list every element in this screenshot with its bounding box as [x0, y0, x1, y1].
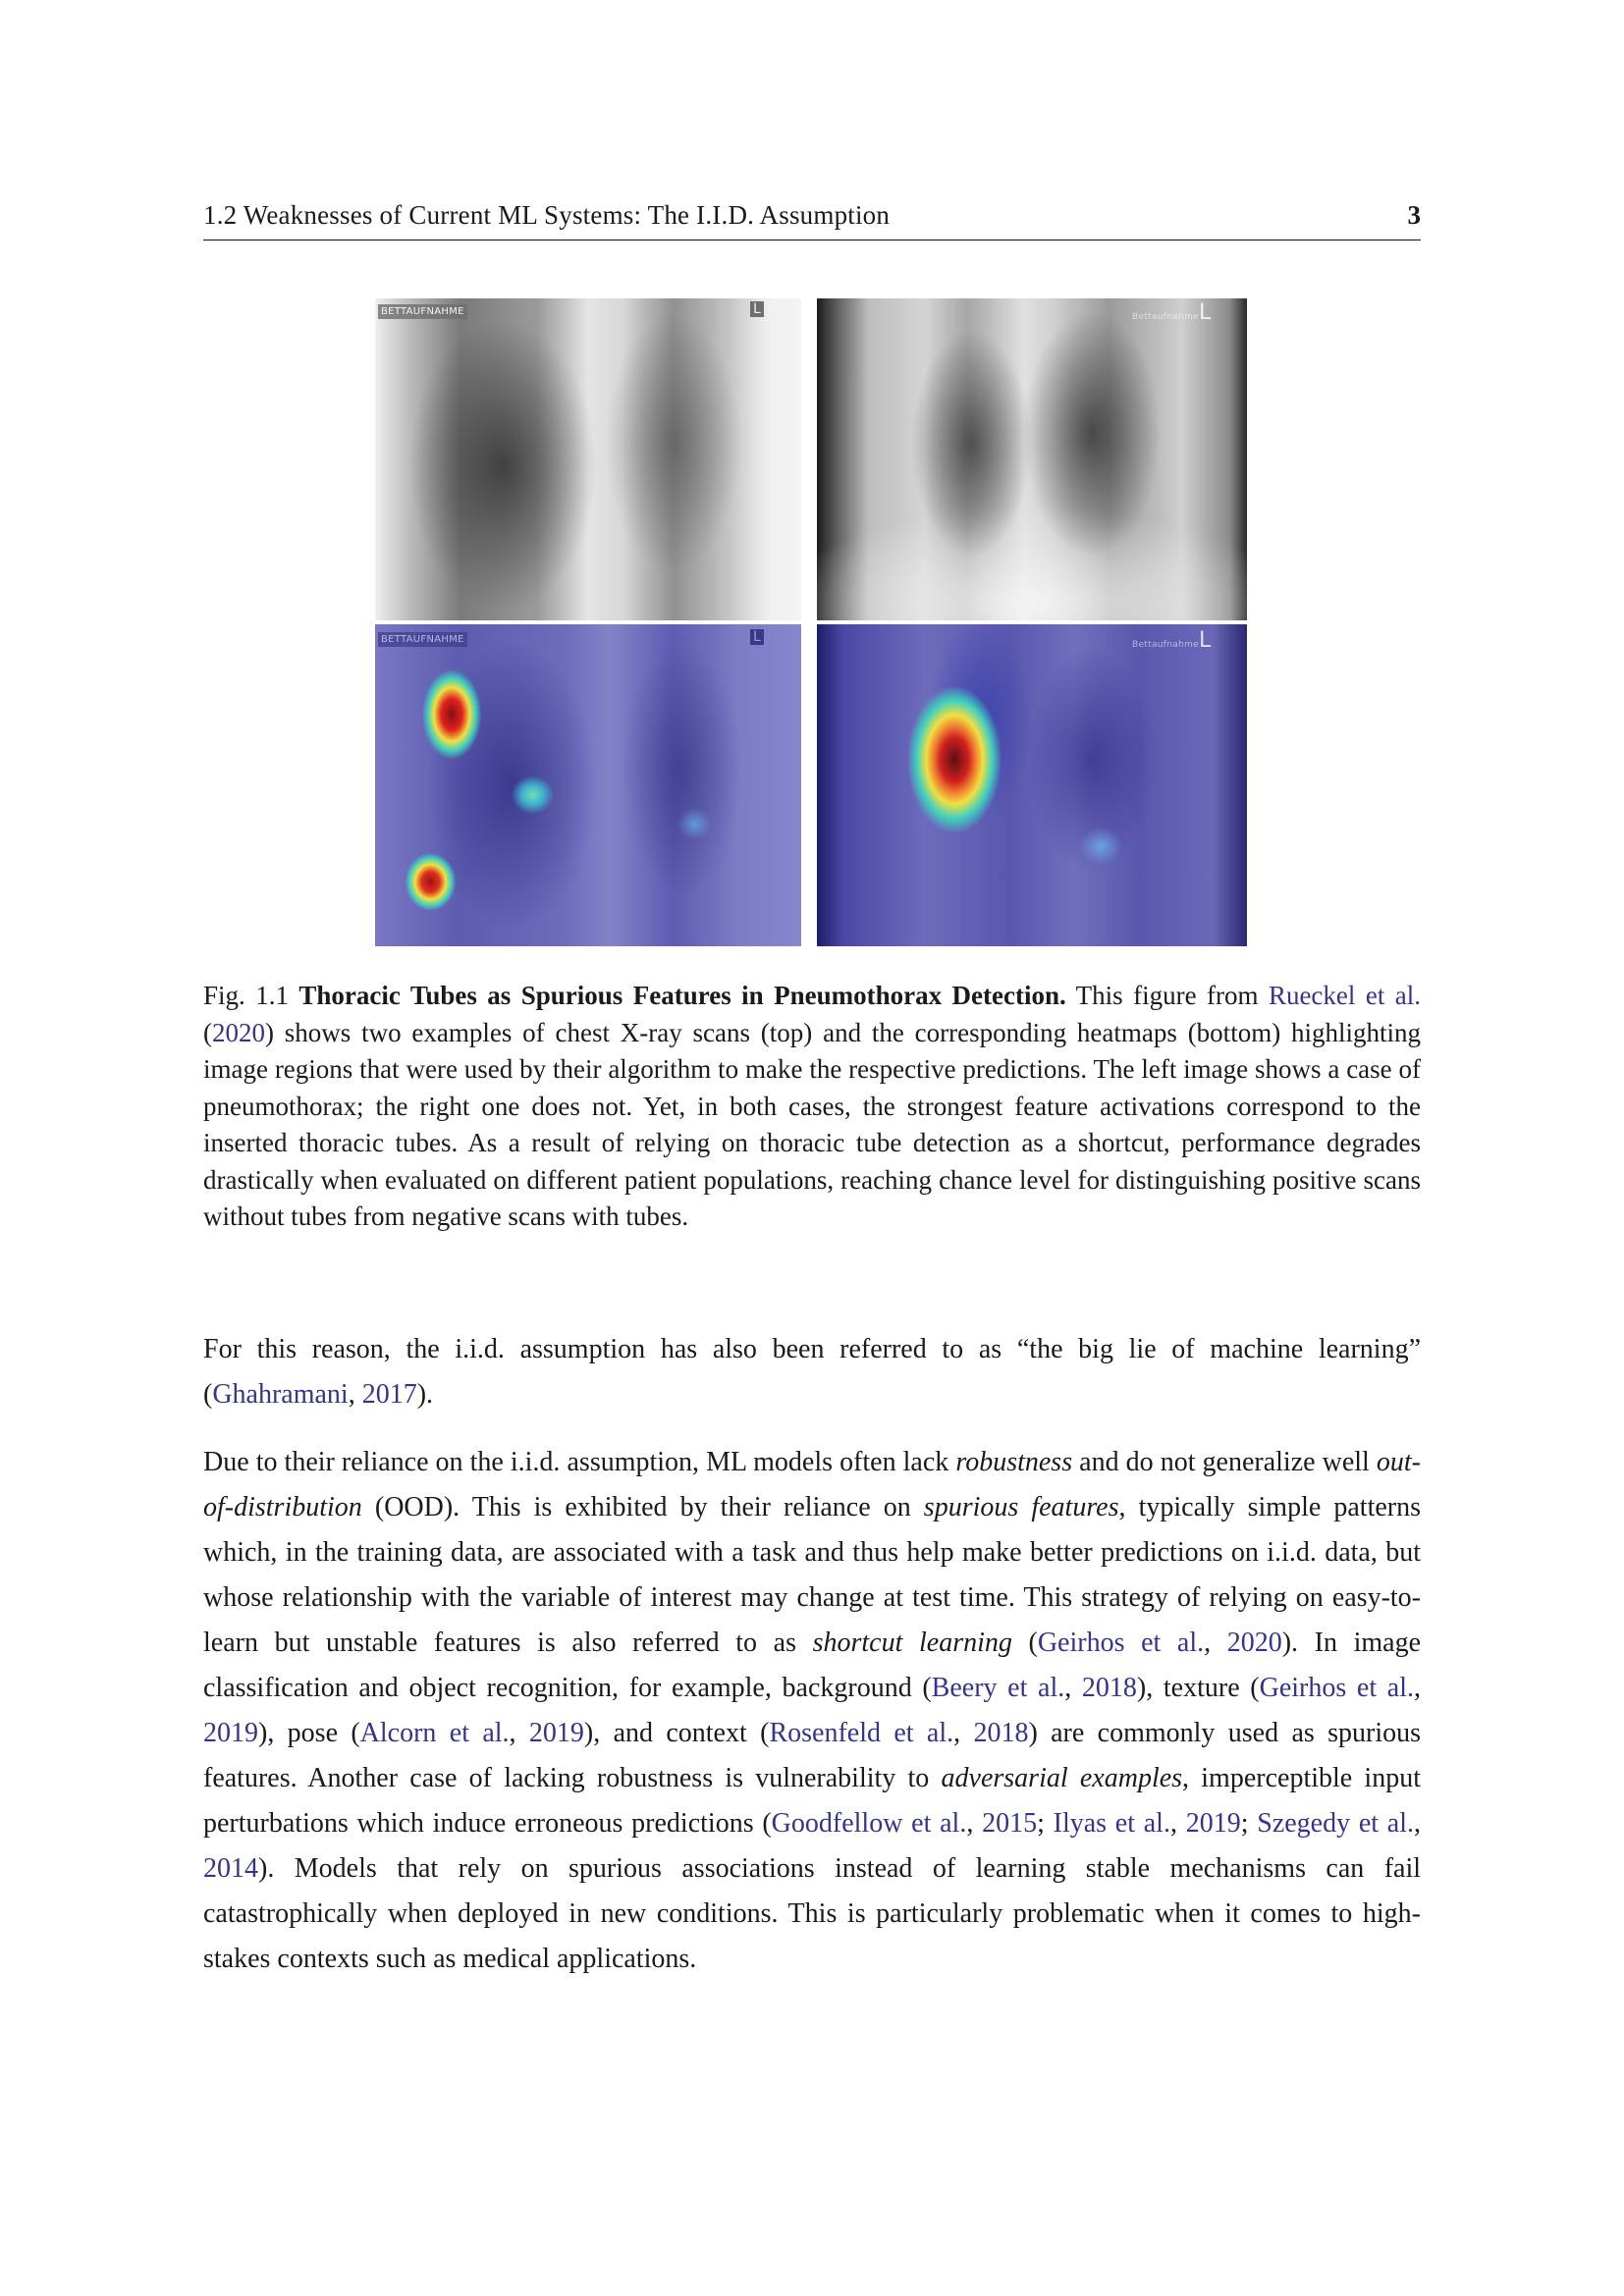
paragraph-text: ; [1240, 1808, 1258, 1839]
figure-title: Thoracic Tubes as Spurious Features in Pneumothorax Detection. [298, 981, 1066, 1010]
xray-label: Bettaufnahme [1132, 312, 1199, 322]
citation-year-link[interactable]: 2018 [1081, 1673, 1137, 1703]
citation-link[interactable]: Goodfellow et al. [771, 1808, 967, 1839]
paragraph-text: For this reason, the i.i.d. assumption has also been referred to as “the big lie of machine learning” ( [203, 1334, 1421, 1410]
citation-year-link[interactable]: 2020 [1226, 1628, 1282, 1658]
paragraph-text: , [1414, 1808, 1422, 1839]
citation-link[interactable]: Geirhos et al. [1259, 1673, 1414, 1703]
citation-link[interactable]: Alcorn et al. [359, 1718, 510, 1748]
caption-text: ( [203, 1017, 212, 1047]
citation-year-link[interactable]: 2017 [361, 1379, 417, 1410]
citation-year-link[interactable]: 2019 [1185, 1808, 1241, 1839]
xray-image-left [375, 298, 801, 620]
paragraph-text: ( [1011, 1628, 1038, 1658]
paragraph-text: , typically simple patterns which, in the training data, are associated with a task and thus help make better predictions on i.i.d. data, but whose relationship with the variable of interest may change at test time. This strategy of relying on easy-to-learn but unstable features is also referred to as [203, 1492, 1421, 1658]
page-number: 3 [1407, 200, 1421, 230]
emphasis-term: shortcut learning [812, 1628, 1012, 1658]
caption-text: shows two examples of chest X-ray scans (top) and the corresponding heatmaps (bottom) highlighting image regions that were used by their algorithm to make the respective predictions. The left image shows a case of pneumothorax; the right one does not. Yet, in both cases, the strongest feature activations correspond to the inserted thoracic tubes. As a result of relying on thoracic tube detection as a shortcut, performance degrades drastically when evaluated on different patient populations, reaching chance level for distinguishing positive scans without tubes from negative scans with tubes. [203, 1017, 1421, 1231]
xray-label: Bettaufnahme [1132, 640, 1199, 650]
paragraph-text: ). Models that rely on spurious associations instead of learning stable mechanisms can fail catastrophically when deployed in new conditions. This is particularly problematic when it comes to high-stakes contexts such as medical applications. [203, 1853, 1421, 1974]
figure-1-1 [375, 298, 1247, 946]
citation-link[interactable]: Ghahramani [212, 1379, 349, 1410]
side-marker: L [750, 629, 764, 645]
paragraph-text: ) are commonly used as spurious features. Another case of lacking robustness is vulnerability to [203, 1718, 1422, 1793]
citation-year-link[interactable]: 2020 [212, 1017, 265, 1047]
paragraph-text: ). In image classification and object recognition, for example, background ( [203, 1628, 1421, 1703]
paragraph-text: ; [1037, 1808, 1054, 1839]
emphasis-term: spurious features [923, 1492, 1119, 1522]
paragraph-text: , [348, 1379, 362, 1410]
side-marker: L [750, 301, 764, 317]
paragraph-text: , [509, 1718, 529, 1748]
heatmap-image-right [817, 624, 1247, 946]
citation-link[interactable]: Beery et al. [931, 1673, 1065, 1703]
citation-year-link[interactable]: 2018 [973, 1718, 1029, 1748]
paragraph-text: ), texture ( [1136, 1673, 1260, 1703]
paragraph-text: , [953, 1718, 974, 1748]
citation-year-link[interactable]: 2014 [203, 1853, 258, 1884]
paragraph-text: and do not generalize well [1072, 1447, 1377, 1477]
citation-link[interactable]: Szegedy et al. [1257, 1808, 1415, 1839]
paragraph-text: Due to their reliance on the i.i.d. assumption, ML models often lack [203, 1447, 956, 1477]
citation-link[interactable]: Rueckel et al. [1268, 981, 1421, 1010]
paragraph-big-lie [203, 1327, 1421, 1417]
figure-label: Fig. 1.1 [203, 981, 289, 1010]
heatmap-image-left [375, 624, 801, 946]
paragraph-text: ), pose ( [258, 1718, 360, 1748]
paragraph-text: , imperceptible input perturbations which induce erroneous predictions ( [203, 1763, 1421, 1839]
figure-caption [203, 978, 1421, 1236]
citation-link[interactable]: Rosenfeld et al. [769, 1718, 954, 1748]
citation-year-link[interactable]: 2019 [528, 1718, 584, 1748]
side-marker: L [1199, 300, 1212, 325]
citation-link[interactable]: Ilyas et al. [1053, 1808, 1170, 1839]
xray-label: BETTAUFNAHME [378, 304, 467, 319]
paragraph-text: , [1169, 1808, 1186, 1839]
emphasis-term: adversarial examples [941, 1763, 1183, 1793]
caption-text: This figure from [1065, 981, 1269, 1010]
side-marker: L [1199, 628, 1212, 653]
xray-image-right [817, 298, 1247, 620]
section-title: 1.2 Weaknesses of Current ML Systems: The I.I.D. Assumption [203, 200, 891, 230]
paragraph-text: (OOD). This is exhibited by their reliance on [361, 1492, 924, 1522]
emphasis-term: out-of-distribution [203, 1447, 1421, 1522]
paragraph-text: , [966, 1808, 983, 1839]
paragraph-text: , [1414, 1673, 1421, 1703]
paragraph-robustness [203, 1440, 1421, 1982]
paragraph-text: ), and context ( [583, 1718, 770, 1748]
paragraph-text: , [1204, 1628, 1227, 1658]
paragraph-text: ). [416, 1379, 434, 1410]
citation-link[interactable]: Geirhos et al. [1037, 1628, 1205, 1658]
citation-year-link[interactable]: 2019 [203, 1718, 258, 1748]
emphasis-term: robustness [955, 1447, 1073, 1477]
citation-year-link[interactable]: 2015 [982, 1808, 1038, 1839]
paragraph-text: , [1064, 1673, 1082, 1703]
caption-text: ) [265, 1017, 274, 1047]
running-header [203, 200, 1421, 240]
xray-label: BETTAUFNAHME [378, 632, 467, 647]
